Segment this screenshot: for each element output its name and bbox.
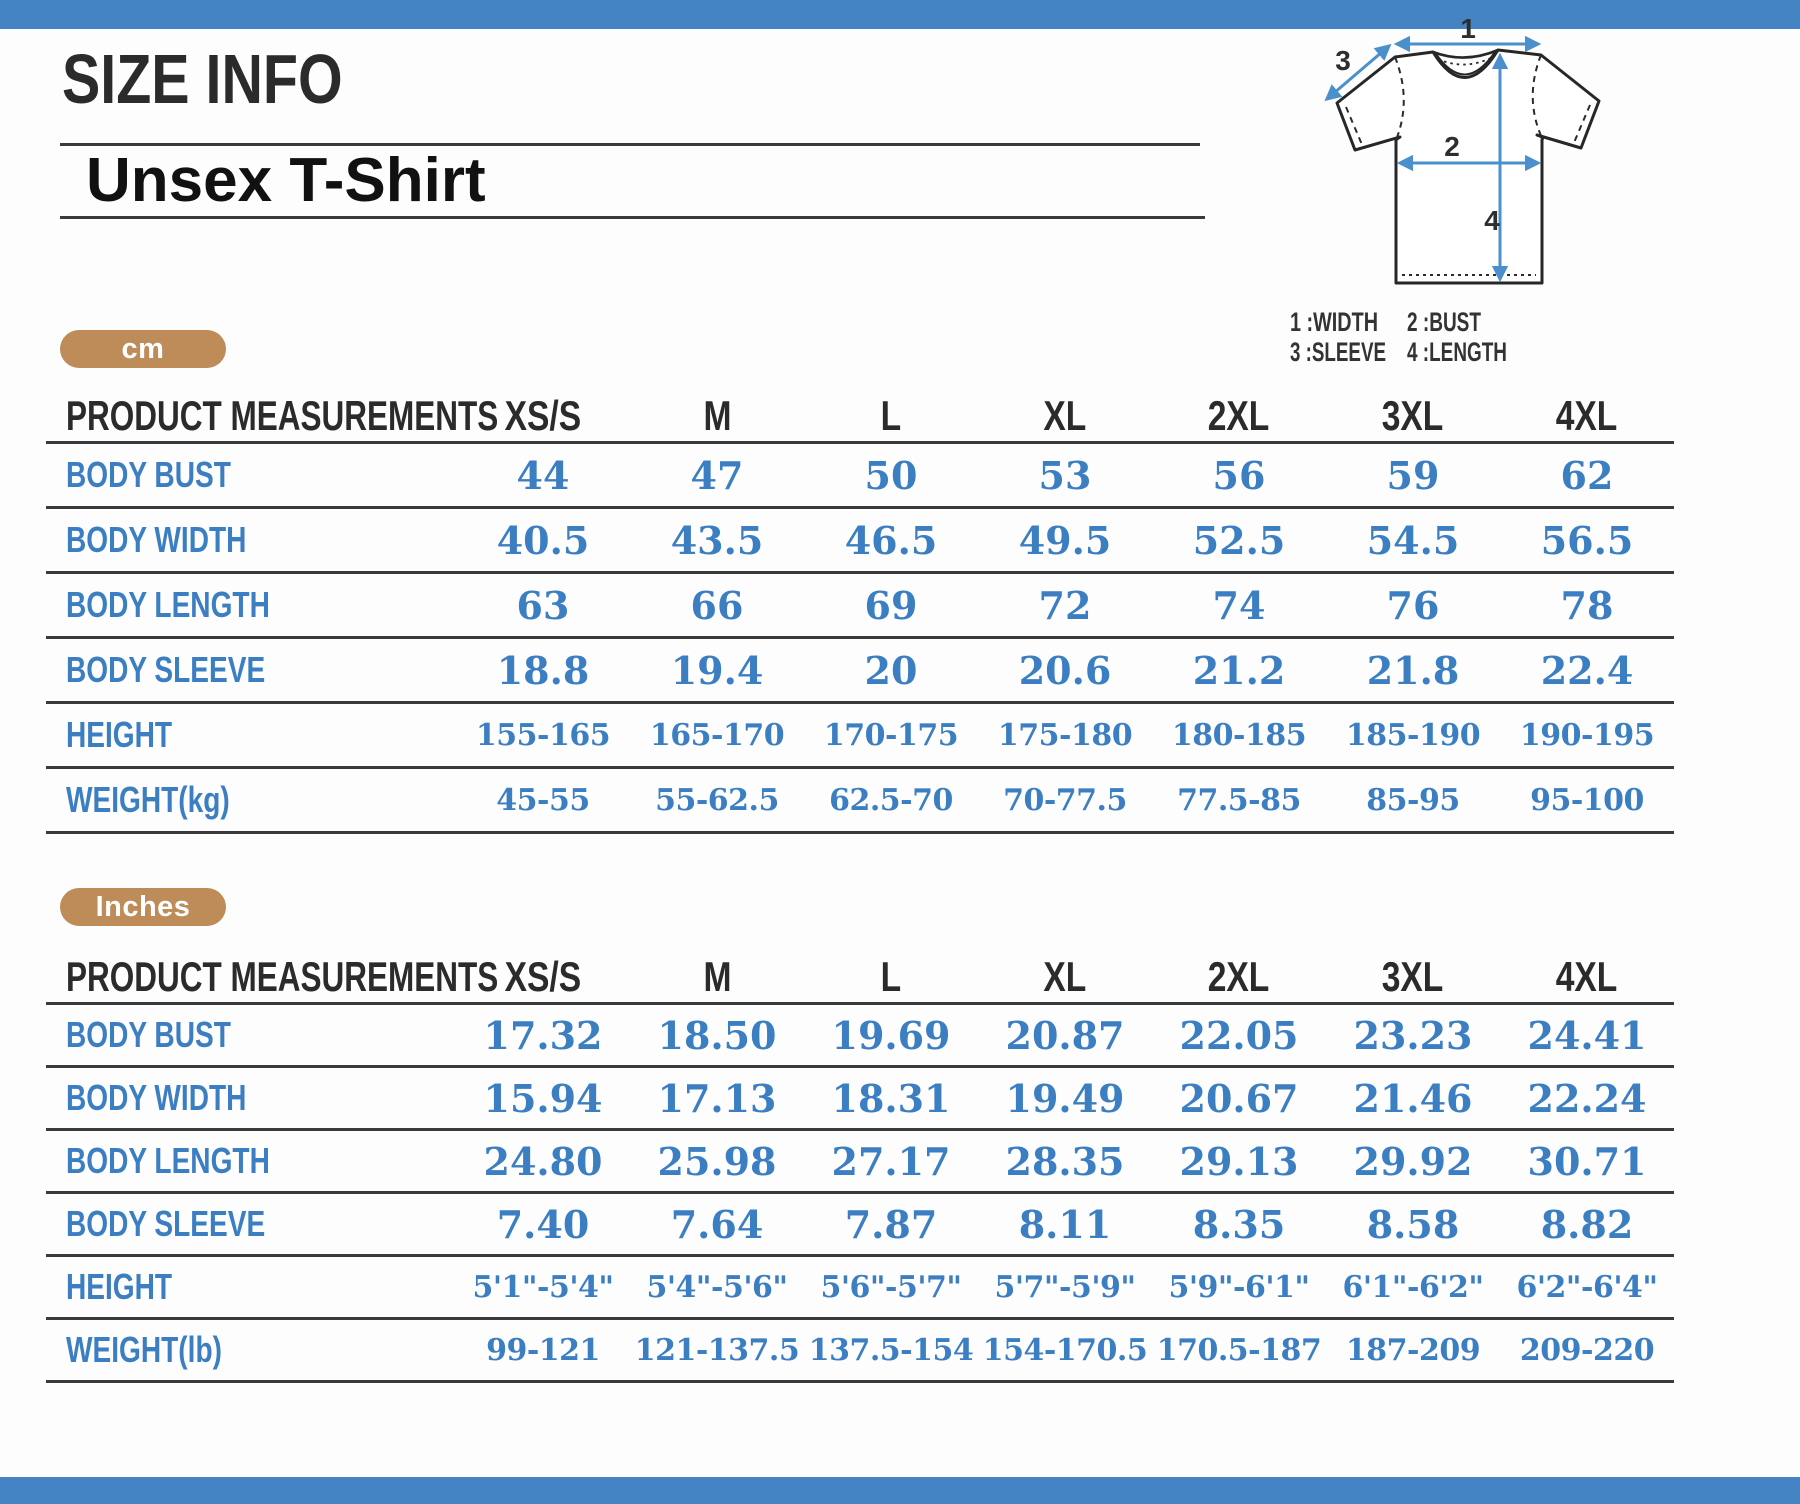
measurement-value: 19.49 <box>1005 1075 1125 1121</box>
column-header-label: XS/S <box>504 952 582 1000</box>
measurement-value: 5'9"-6'1" <box>1168 1269 1310 1305</box>
measurement-value-cell <box>1500 1076 1674 1121</box>
measurement-value: 8.58 <box>1366 1201 1460 1247</box>
measurement-value: 77.5-85 <box>1177 782 1301 818</box>
measurement-value: 56.5 <box>1540 517 1634 563</box>
measurement-value-cell <box>630 718 804 753</box>
measurement-value-cell <box>1326 718 1500 753</box>
measurements-header-cell <box>46 392 499 440</box>
legend-width: 1 :WIDTH <box>1290 307 1378 337</box>
size-table-cm <box>46 391 1674 834</box>
measurement-value-cell <box>1500 518 1674 563</box>
measurement-value: 15.94 <box>483 1075 603 1121</box>
column-header-label: 3XL <box>1382 392 1444 439</box>
measurement-value: 20 <box>864 647 918 693</box>
measurement-value-cell <box>978 1139 1152 1184</box>
title-divider-bottom <box>60 216 1205 219</box>
measurement-value-cell <box>804 1076 978 1121</box>
unit-badge-inches: Inches <box>60 888 226 926</box>
table-row <box>46 1068 1674 1131</box>
measurement-value-cell <box>1152 783 1326 818</box>
column-header <box>1152 953 1326 1001</box>
measurement-value-cell <box>804 1333 978 1368</box>
collar-back-line <box>1433 50 1498 58</box>
measurement-value-cell <box>1326 1202 1500 1247</box>
measurement-value: 20.87 <box>1005 1012 1125 1058</box>
measurement-value: 7.40 <box>496 1201 590 1247</box>
measurement-value: 8.82 <box>1540 1201 1634 1247</box>
measurement-value-cell <box>1500 1270 1674 1305</box>
measurement-label: HEIGHT <box>66 1266 173 1307</box>
measurement-value: 53 <box>1038 452 1092 498</box>
measurement-value-cell <box>804 783 978 818</box>
measurement-value-cell <box>456 1202 630 1247</box>
measurement-label-cell <box>46 1266 456 1308</box>
measurement-value: 24.80 <box>483 1138 603 1184</box>
measurement-value-cell <box>978 453 1152 498</box>
column-header-label: M <box>703 392 731 439</box>
column-header-label: 2XL <box>1208 952 1270 1000</box>
measurement-value: 155-165 <box>475 717 611 753</box>
measurement-value: 170.5-187 <box>1156 1332 1322 1368</box>
measurement-value: 69 <box>864 582 918 628</box>
column-header-label: L <box>880 392 902 439</box>
legend-sleeve: 3 :SLEEVE <box>1290 337 1386 367</box>
measurement-value-cell <box>630 1202 804 1247</box>
measurement-value: 209-220 <box>1519 1332 1655 1368</box>
measurement-value-cell <box>1152 1013 1326 1058</box>
measurement-value-cell <box>978 1270 1152 1305</box>
measurement-value-cell <box>1326 1013 1500 1058</box>
measurement-value-cell <box>630 1270 804 1305</box>
measurement-value: 66 <box>690 582 744 628</box>
column-header-label: M <box>703 952 731 1000</box>
measurement-value-cell <box>456 583 630 628</box>
measurement-value: 19.4 <box>670 647 764 693</box>
measurement-label-cell <box>46 519 456 561</box>
measurement-label-cell <box>46 649 456 691</box>
measurement-value-cell <box>630 648 804 693</box>
measurement-value-cell <box>978 648 1152 693</box>
measurement-value-cell <box>978 1013 1152 1058</box>
measurement-value-cell <box>456 1139 630 1184</box>
measurement-value: 6'2"-6'4" <box>1516 1269 1658 1305</box>
measurement-value: 29.92 <box>1353 1138 1473 1184</box>
measurement-value: 24.41 <box>1527 1012 1647 1058</box>
unit-badge-cm: cm <box>60 330 226 368</box>
tshirt-measurement-diagram <box>1140 18 1700 368</box>
measurement-value-cell <box>1326 1139 1500 1184</box>
measurement-value: 74 <box>1212 582 1266 628</box>
measurement-value-cell <box>978 583 1152 628</box>
measurement-value: 44 <box>516 452 570 498</box>
measurement-value-cell <box>630 583 804 628</box>
measurement-value-cell <box>456 1076 630 1121</box>
measurement-value-cell <box>1152 648 1326 693</box>
measurement-value-cell <box>804 1270 978 1305</box>
column-header <box>804 392 978 440</box>
measurement-value-cell <box>804 518 978 563</box>
measurement-value: 99-121 <box>486 1332 600 1368</box>
bottom-accent-bar <box>0 1477 1800 1504</box>
marker-3: 3 <box>1335 45 1351 76</box>
measurement-value-cell <box>630 453 804 498</box>
column-header <box>630 953 804 1001</box>
measurement-value-cell <box>456 718 630 753</box>
column-header-label: PRODUCT MEASUREMENTS <box>66 952 499 1000</box>
measurement-label: WEIGHT(kg) <box>66 779 230 820</box>
measurement-value: 22.05 <box>1179 1012 1299 1058</box>
measurement-label-cell <box>46 779 456 821</box>
measurement-value: 85-95 <box>1366 782 1460 818</box>
measurement-value: 20.6 <box>1018 647 1112 693</box>
measurement-value: 43.5 <box>670 517 764 563</box>
measurement-value-cell <box>1152 1076 1326 1121</box>
measurement-value: 30.71 <box>1527 1138 1647 1184</box>
measurement-value: 185-190 <box>1345 717 1481 753</box>
table-row <box>46 509 1674 574</box>
measurement-value-cell <box>1326 1076 1500 1121</box>
measurement-value: 165-170 <box>649 717 785 753</box>
measurement-value-cell <box>978 518 1152 563</box>
measurement-label-cell <box>46 1077 456 1119</box>
measurement-label: BODY WIDTH <box>66 1077 247 1118</box>
measurement-value-cell <box>630 1076 804 1121</box>
measurement-value: 72 <box>1038 582 1092 628</box>
measurement-value-cell <box>1152 1270 1326 1305</box>
measurement-value-cell <box>456 518 630 563</box>
measurement-value-cell <box>1500 1139 1674 1184</box>
measurement-value: 19.69 <box>831 1012 951 1058</box>
measurement-value: 27.17 <box>831 1138 951 1184</box>
measurement-value: 190-195 <box>1519 717 1655 753</box>
measurement-value: 7.64 <box>670 1201 764 1247</box>
measurement-value: 6'1"-6'2" <box>1342 1269 1484 1305</box>
measurement-value-cell <box>1500 648 1674 693</box>
measurement-value: 18.31 <box>831 1075 951 1121</box>
measurement-value: 62 <box>1560 452 1614 498</box>
measurement-value-cell <box>1152 1333 1326 1368</box>
table-row <box>46 769 1674 834</box>
measurements-header-cell <box>46 952 499 1001</box>
measurement-label: BODY LENGTH <box>66 1140 270 1181</box>
tshirt-diagram-svg <box>1140 18 1700 368</box>
marker-4: 4 <box>1484 205 1500 236</box>
column-header-label: 4XL <box>1556 392 1618 439</box>
measurement-value: 17.13 <box>657 1075 777 1121</box>
table-row <box>46 1257 1674 1320</box>
measurement-label-cell <box>46 584 456 626</box>
column-header <box>1326 392 1500 440</box>
measurement-label: BODY BUST <box>66 454 231 495</box>
measurement-value-cell <box>1152 453 1326 498</box>
table-row <box>46 1131 1674 1194</box>
table-header-row <box>46 951 1674 1005</box>
measurement-value-cell <box>1326 783 1500 818</box>
measurement-value: 54.5 <box>1366 517 1460 563</box>
measurement-label-cell <box>46 1203 456 1245</box>
measurement-value: 5'1"-5'4" <box>472 1269 614 1305</box>
measurement-value-cell <box>1500 1013 1674 1058</box>
measurement-value-cell <box>630 518 804 563</box>
measurement-value: 137.5-154 <box>808 1332 974 1368</box>
table-row <box>46 639 1674 704</box>
measurement-label: WEIGHT(lb) <box>66 1329 222 1370</box>
measurement-value: 47 <box>690 452 744 498</box>
measurement-value: 62.5-70 <box>829 782 953 818</box>
measurement-value: 56 <box>1212 452 1266 498</box>
measurement-label: BODY WIDTH <box>66 519 247 560</box>
column-header <box>630 392 804 440</box>
measurement-value-cell <box>804 1202 978 1247</box>
table-header-row <box>46 391 1674 444</box>
column-header <box>978 953 1152 1001</box>
column-header-label: XL <box>1043 952 1087 1000</box>
measurement-value-cell <box>1326 1270 1500 1305</box>
column-header-label: L <box>880 952 902 1000</box>
measurement-value: 175-180 <box>997 717 1133 753</box>
measurement-value-cell <box>978 783 1152 818</box>
measurement-value-cell <box>978 1202 1152 1247</box>
table-row <box>46 444 1674 509</box>
measurement-value: 21.8 <box>1366 647 1460 693</box>
measurement-value-cell <box>804 648 978 693</box>
measurement-value-cell <box>804 718 978 753</box>
measurement-value: 121-137.5 <box>634 1332 800 1368</box>
measurement-value: 59 <box>1386 452 1440 498</box>
measurement-value-cell <box>1500 1333 1674 1368</box>
measurement-value-cell <box>1152 518 1326 563</box>
measurement-label: BODY BUST <box>66 1014 231 1055</box>
legend-length: 4 :LENGTH <box>1407 337 1507 367</box>
measurement-value: 154-170.5 <box>982 1332 1148 1368</box>
measurement-value-cell <box>804 453 978 498</box>
measurement-value-cell <box>1500 1202 1674 1247</box>
measurement-label-cell <box>46 714 456 756</box>
measurement-value-cell <box>1152 583 1326 628</box>
table-row <box>46 1005 1674 1068</box>
measurement-value: 25.98 <box>657 1138 777 1184</box>
table-row <box>46 1194 1674 1257</box>
measurement-value-cell <box>1152 1139 1326 1184</box>
measurement-value: 21.2 <box>1192 647 1286 693</box>
marker-1: 1 <box>1460 18 1476 44</box>
measurement-value: 49.5 <box>1018 517 1112 563</box>
measurement-value-cell <box>630 1333 804 1368</box>
measurement-value-cell <box>1326 1333 1500 1368</box>
size-table-inches <box>46 951 1674 1383</box>
measurement-value: 76 <box>1386 582 1440 628</box>
measurement-value: 63 <box>516 582 570 628</box>
measurement-value-cell <box>630 1013 804 1058</box>
measurement-value: 29.13 <box>1179 1138 1299 1184</box>
measurement-value: 22.24 <box>1527 1075 1647 1121</box>
measurement-value: 18.50 <box>657 1012 777 1058</box>
measurement-value-cell <box>630 783 804 818</box>
measurement-value-cell <box>1326 453 1500 498</box>
measurement-value: 20.67 <box>1179 1075 1299 1121</box>
measurement-value-cell <box>804 1013 978 1058</box>
measurement-value-cell <box>456 1270 630 1305</box>
measurement-value: 5'6"-5'7" <box>820 1269 962 1305</box>
measurement-value: 170-175 <box>823 717 959 753</box>
measurement-label-cell <box>46 454 456 496</box>
column-header-label: 2XL <box>1208 392 1270 439</box>
measurement-value: 5'7"-5'9" <box>994 1269 1136 1305</box>
marker-2: 2 <box>1444 131 1460 162</box>
measurement-value: 50 <box>864 452 918 498</box>
column-header <box>1500 953 1674 1001</box>
measurement-value-cell <box>456 648 630 693</box>
measurement-value: 18.8 <box>496 647 590 693</box>
measurement-value: 78 <box>1560 582 1614 628</box>
measurement-value-cell <box>1500 583 1674 628</box>
measurement-value-cell <box>456 1333 630 1368</box>
measurement-value: 45-55 <box>496 782 590 818</box>
measurement-value-cell <box>456 453 630 498</box>
measurement-value: 55-62.5 <box>655 782 779 818</box>
measurement-value-cell <box>978 1333 1152 1368</box>
measurement-value-cell <box>804 583 978 628</box>
measurement-value: 8.35 <box>1192 1201 1286 1247</box>
table-row <box>46 704 1674 769</box>
tshirt-outline <box>1337 50 1599 283</box>
measurement-label: HEIGHT <box>66 714 173 755</box>
measurement-value: 22.4 <box>1540 647 1634 693</box>
measurement-value-cell <box>456 783 630 818</box>
measurement-value: 180-185 <box>1171 717 1307 753</box>
legend-bust: 2 :BUST <box>1407 307 1482 337</box>
measurement-label-cell <box>46 1329 456 1371</box>
measurement-value: 40.5 <box>496 517 590 563</box>
measurement-value-cell <box>804 1139 978 1184</box>
measurement-label: BODY SLEEVE <box>66 649 266 690</box>
measurement-value: 28.35 <box>1005 1138 1125 1184</box>
column-header-label: PRODUCT MEASUREMENTS <box>66 392 499 439</box>
measurement-value-cell <box>630 1139 804 1184</box>
column-header-label: XS/S <box>504 392 582 439</box>
product-name: Unsex T-Shirt <box>86 146 486 215</box>
measurement-value-cell <box>456 1013 630 1058</box>
measurement-value-cell <box>978 718 1152 753</box>
page-title: SIZE INFO <box>62 40 343 118</box>
column-header-label: 3XL <box>1382 952 1444 1000</box>
measurement-value: 52.5 <box>1192 517 1286 563</box>
measurement-value-cell <box>1500 718 1674 753</box>
column-header-label: XL <box>1043 392 1087 439</box>
table-row <box>46 574 1674 639</box>
measurement-label-cell <box>46 1014 456 1056</box>
measurement-value: 8.11 <box>1018 1201 1112 1247</box>
measurement-value: 7.87 <box>844 1201 938 1247</box>
column-header <box>804 953 978 1001</box>
column-header <box>1500 392 1674 440</box>
measurement-value-cell <box>1500 453 1674 498</box>
measurement-value: 23.23 <box>1353 1012 1473 1058</box>
table-row <box>46 1320 1674 1383</box>
measurement-value: 17.32 <box>483 1012 603 1058</box>
measurement-label: BODY LENGTH <box>66 584 270 625</box>
measurement-value: 187-209 <box>1345 1332 1481 1368</box>
column-header <box>1152 392 1326 440</box>
measurement-value: 21.46 <box>1353 1075 1473 1121</box>
measurement-label: BODY SLEEVE <box>66 1203 266 1244</box>
measurement-value: 5'4"-5'6" <box>646 1269 788 1305</box>
column-header <box>1326 953 1500 1001</box>
measurement-value-cell <box>1326 648 1500 693</box>
column-header-label: 4XL <box>1556 952 1618 1000</box>
measurement-value-cell <box>1326 518 1500 563</box>
measurement-value-cell <box>1500 783 1674 818</box>
column-header <box>978 392 1152 440</box>
measurement-value-cell <box>1326 583 1500 628</box>
measurement-value: 46.5 <box>844 517 938 563</box>
measurement-value: 95-100 <box>1530 782 1644 818</box>
measurement-value: 70-77.5 <box>1003 782 1127 818</box>
measurement-value-cell <box>1152 1202 1326 1247</box>
measurement-label-cell <box>46 1140 456 1182</box>
measurement-value-cell <box>1152 718 1326 753</box>
measurement-value-cell <box>978 1076 1152 1121</box>
